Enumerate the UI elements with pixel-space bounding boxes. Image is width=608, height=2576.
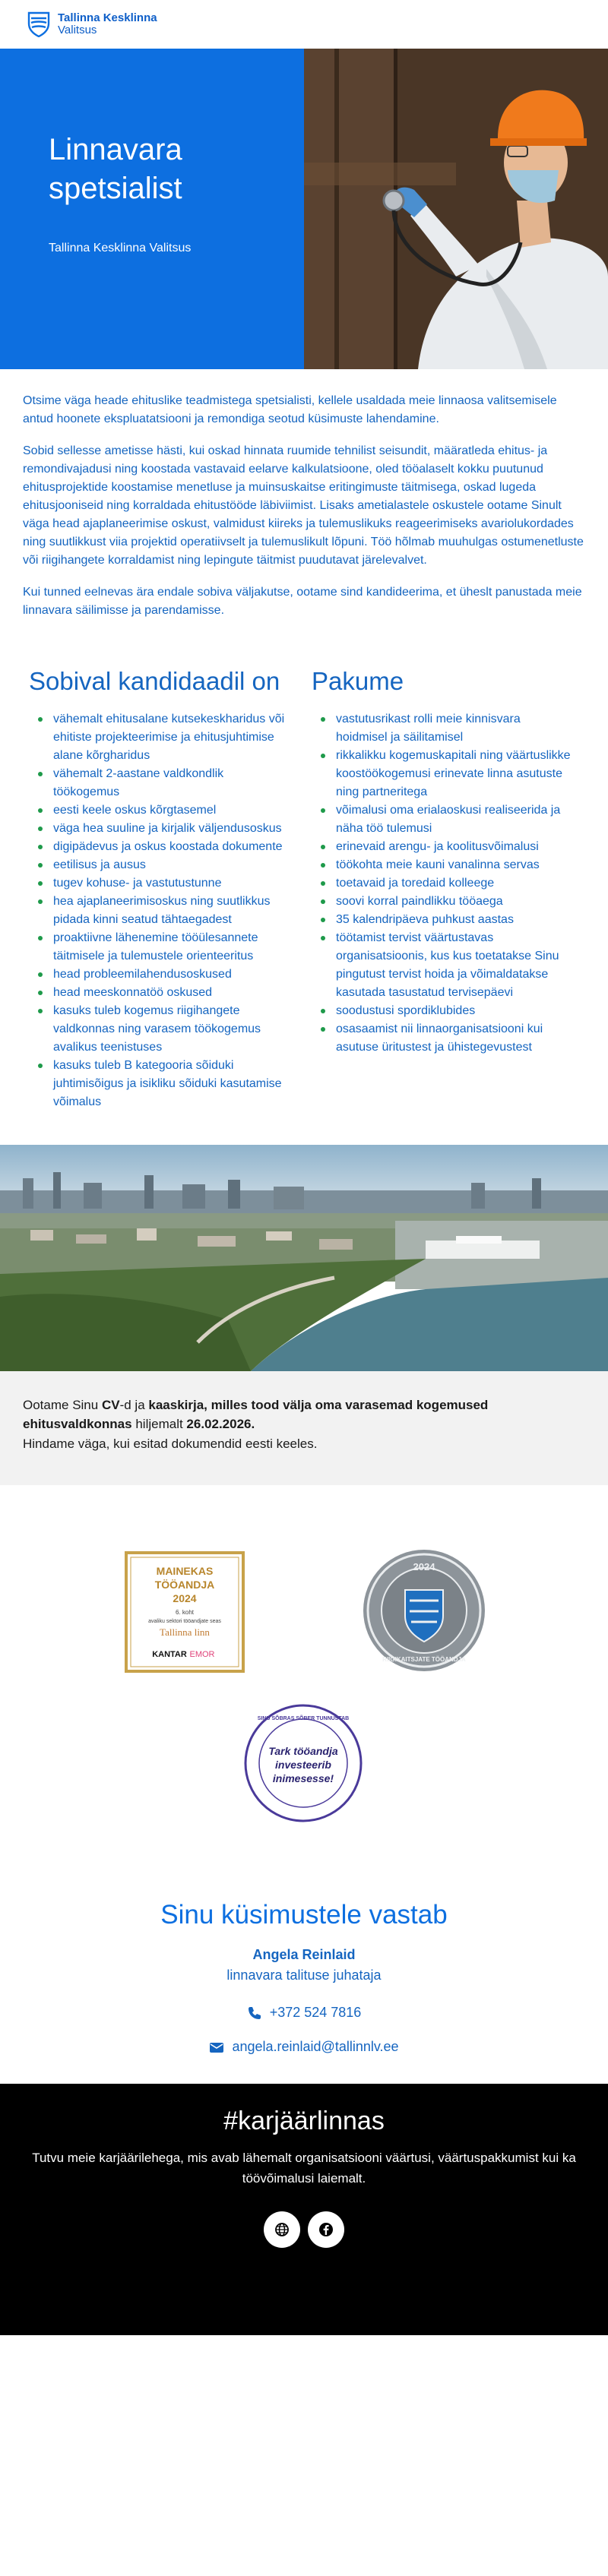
badge-c-line2: investeerib	[275, 1759, 331, 1772]
contact-role: linnavara talituse juhataja	[226, 1968, 382, 1983]
contact-title: Sinu küsimustele vastab	[160, 1900, 448, 1930]
job-description	[0, 369, 608, 620]
social-links	[23, 2211, 585, 2248]
intro-paragraph-3: Kui tunned eelnevas ära endale sobiva väljakutse, ootame sind kandideerima, et üheslt panustada meie linnavara säilimisse ja parendamisse.	[23, 586, 582, 617]
job-title-line1: Linnavara	[49, 133, 182, 166]
list-item: proaktiivne lähenemine tööülesannete täitmisele ja tulemustele orienteeritus	[29, 929, 289, 966]
list-item: hea ajaplaneerimisoskus ning suutlikkus pidada kinni seatud tähtaegadest	[29, 893, 289, 929]
badge-a-year: 2024	[173, 1592, 197, 1605]
badge-c-line3: inimesesse!	[272, 1772, 334, 1785]
list-item: digipädevus ja oskus koostada dokumente	[29, 838, 289, 856]
badge-a-brand1: KANTAR	[152, 1650, 187, 1660]
logo[interactable]	[27, 11, 157, 37]
phone-number[interactable]: +372 524 7816	[269, 2005, 362, 2021]
cv-text-4: kaaskirja, milles tood välja oma varasemad kogemused ehitusvaldkonnas	[23, 1397, 489, 1432]
badge-a-line2: TÖÖANDJA	[154, 1579, 215, 1591]
list-item: võimalusi oma erialaoskusi realiseerida ja näha töö tulemusi	[312, 801, 572, 838]
list-item: eetilisus ja ausus	[29, 856, 289, 874]
globe-icon	[274, 2222, 290, 2237]
badge-b-text: RIIGIKAITSJATE TÖÖANDJA	[382, 1656, 466, 1664]
cv-text-2: CV	[101, 1397, 120, 1412]
badge-a-small1: 6. koht	[175, 1609, 195, 1617]
list-item: vastutusrikast rolli meie kinnisvara hoidmisel ja säilitamisel	[312, 710, 572, 747]
cv-text-5: hiljemalt	[131, 1417, 187, 1432]
badge-c-line1: Tark tööandja	[268, 1745, 338, 1758]
offers-section	[312, 667, 572, 1111]
offers-title: Pakume	[312, 667, 404, 695]
footer-hashtag: #karjäärlinnas	[223, 2107, 385, 2136]
offers-list	[312, 710, 572, 1057]
list-item: head probleemilahendusoskused	[29, 966, 289, 984]
badge-a-brand2: EMOR	[189, 1650, 215, 1660]
career-footer	[0, 2084, 608, 2335]
requirements-and-offers	[0, 634, 608, 1111]
logo-line1: Tallinna Kesklinna	[58, 11, 157, 25]
application-instructions	[0, 1371, 608, 1486]
hero-banner	[0, 49, 608, 369]
contact-phone[interactable]	[0, 2005, 608, 2021]
list-item: vähemalt 2-aastane valdkondlik töökogemus	[29, 765, 289, 801]
badge-a-org: Tallinna linn	[160, 1626, 210, 1639]
list-item: kasuks tuleb B kategooria sõiduki juhtimisõigus ja isikliku sõiduki kasutamise võimalus	[29, 1057, 289, 1111]
mainekas-tooandja-badge	[124, 1550, 245, 1674]
list-item: toetavaid ja toredaid kolleege	[312, 874, 572, 893]
requirements-section	[29, 667, 289, 1111]
requirements-list	[29, 710, 289, 1111]
phone-icon	[247, 2005, 262, 2021]
requirements-title: Sobival kandidaadil on	[29, 667, 280, 695]
riigikaitsjate-tooandja-badge	[361, 1547, 487, 1674]
facebook-link[interactable]	[308, 2211, 344, 2248]
list-item: 35 kalendripäeva puhkust aastas	[312, 911, 572, 929]
employer-awards	[0, 1485, 608, 1900]
badge-a-line1: MAINEKAS	[156, 1565, 214, 1578]
badge-c-ring: SINU SÕBRAS SÕBER TUNNUSTAB	[257, 1716, 350, 1722]
footer-text: Tutvu meie karjäärilehega, mis avab lähemalt organisatsiooni väärtusi, väärtuspakkumist kui ka töövõimalusi laiemalt.	[32, 2151, 576, 2186]
inspector-illustration	[304, 49, 608, 369]
hero-text-panel	[0, 49, 304, 369]
tallinn-skyline-illustration	[0, 1145, 608, 1371]
list-item: tugev kohuse- ja vastutustunne	[29, 874, 289, 893]
list-item: rikkalikku kogemuskapitali ning väärtuslikke koostöökogemusi erinevate linna asutuste ning partneritega	[312, 747, 572, 801]
list-item: vähemalt ehitusalane kutsekeskharidus või ehitiste projekteerimise ja ehitusjuhtimise alane kõrgharidus	[29, 710, 289, 765]
badge-b-year: 2024	[413, 1561, 435, 1573]
intro-paragraph-2: Sobid sellesse ametisse hästi, kui oskad hinnata ruumide tehnilist seisundit, määratleda ehitus- ja remondivajadusi ning koostada vastavaid eelarve kalkulatsioone, oled tööalaselt kokku puutunud ehitusprojektide koostamise menetluse ja muinsuskaitse eritingimuste täitmisega, oskad lugeda ehitusjooniseid ning korraldada ehitustööde läbiviimist. Lisaks ametialastele oskustele ootame Sinult väga head ajaplaneerimise oskust, valmidust kiireks ja tulemuslikuks reageerimiseks avariolukordades ning suutlikkust viia projektid operatiivselt ja tulemuslikult lõpuni. Töö hõlmab muuhulgas ostumenetluste või riigihangete korraldamist ning lepingute täitmist puudutavat järelevalvet.	[23, 444, 584, 567]
application-deadline: 26.02.2026.	[186, 1417, 255, 1432]
contact-email[interactable]	[0, 2039, 608, 2055]
cv-text-3: -d ja	[119, 1397, 149, 1412]
list-item: soovi korral paindlikku tööaega	[312, 893, 572, 911]
list-item: väga hea suuline ja kirjalik väljendusoskus	[29, 820, 289, 838]
employer-name: Tallinna Kesklinna Valitsus	[49, 242, 192, 255]
cv-text-1: Ootame Sinu	[23, 1397, 102, 1412]
list-item: soodustusi spordiklubides	[312, 1002, 572, 1020]
website-link[interactable]	[264, 2211, 300, 2248]
job-title	[49, 131, 281, 208]
cv-text-7: Hindame väga, kui esitad dokumendid eesti keeles.	[23, 1436, 318, 1451]
site-header	[0, 0, 608, 49]
facebook-icon	[318, 2222, 334, 2237]
tallinn-crest-icon	[27, 11, 50, 37]
badge-a-small2: avaliku sektori tööandjate seas	[148, 1619, 221, 1625]
list-item: kasuks tuleb kogemus riigihangete valdkonnas ning varasem töökogemus avalikus teenistuses	[29, 1002, 289, 1057]
logo-line2: Valitsus	[58, 24, 97, 36]
list-item: erinevaid arengu- ja koolitusvõimalusi	[312, 838, 572, 856]
list-item: töökohta meie kauni vanalinna servas	[312, 856, 572, 874]
contact-section	[0, 1900, 608, 2055]
envelope-icon	[209, 2040, 224, 2055]
city-panorama-photo	[0, 1145, 608, 1371]
contact-name: Angela Reinlaid	[252, 1947, 356, 1963]
list-item: osasaamist nii linnaorganisatsiooni kui asutuse üritustest ja ühistegevustest	[312, 1020, 572, 1057]
intro-paragraph-1: Otsime väga heade ehituslike teadmistega spetsialisti, kellele usaldada meie linnaosa valitsemisele antud hoonete ekspluatatsiooni ja remondiga seotud küsimuste lahendamine.	[23, 394, 557, 425]
tark-tooandja-badge	[243, 1703, 363, 1823]
list-item: töötamist tervist väärtustavas organisatsioonis, kus kus toetatakse Sinu pingutust tervist hoida ja võimaldatakse kasutada tasustatud tervisepäevi	[312, 929, 572, 1002]
email-address[interactable]: angela.reinlaid@tallinnlv.ee	[232, 2039, 399, 2055]
job-title-line2: spetsialist	[49, 172, 182, 206]
list-item: head meeskonnatöö oskused	[29, 984, 289, 1002]
list-item: eesti keele oskus kõrgtasemel	[29, 801, 289, 820]
hero-photo	[304, 49, 608, 369]
